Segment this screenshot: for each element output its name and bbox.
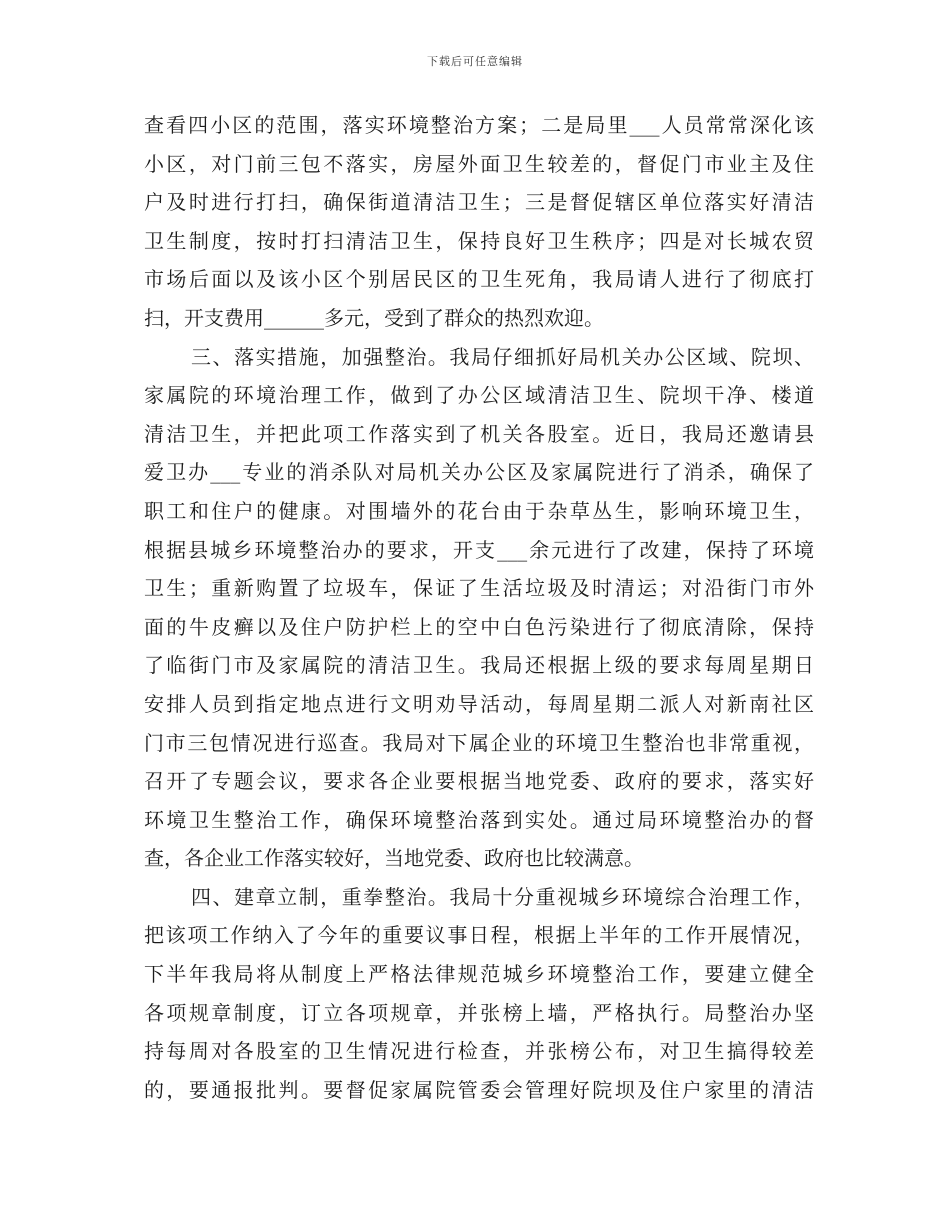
text-line: 卫生制度，按时打扫清洁卫生，保持良好卫生秩序；四是对长城农贸	[144, 228, 814, 253]
text-line: 持每周对各股室的卫生情况进行检查，并张榜公布，对卫生搞得较差	[144, 1039, 814, 1064]
text-line: 爱卫办___专业的消杀队对局机关办公区及家属院进行了消杀，确保了	[144, 460, 814, 485]
text-line: 清洁卫生，并把此项工作落实到了机关各股室。近日，我局还邀请县	[144, 421, 814, 446]
text-line: 环境卫生整治工作，确保环境整治落到实处。通过局环境整治办的督	[144, 807, 814, 832]
page-header: 下载后可任意编辑	[427, 55, 523, 68]
text-line: 职工和住户的健康。对围墙外的花台由于杂草丛生，影响环境卫生，	[144, 498, 814, 523]
text-line: 扫，开支费用______多元，受到了群众的热烈欢迎。	[144, 305, 604, 330]
text-line: 查看四小区的范围，落实环境整治方案；二是局里___人员常常深化该	[144, 113, 814, 137]
text-line: 各项规章制度，订立各项规章，并张榜上墙，严格执行。局整治办坚	[144, 1000, 814, 1025]
text-line: 户及时进行打扫，确保街道清洁卫生；三是督促辖区单位落实好清洁	[144, 190, 814, 215]
text-line: 查，各企业工作落实较好，当地党委、政府也比较满意。	[144, 846, 644, 871]
text-line: 小区，对门前三包不落实，房屋外面卫生较差的，督促门市业主及住	[144, 151, 814, 176]
text-line: 家属院的环境治理工作，做到了办公区域清洁卫生、院坝干净、楼道	[144, 383, 814, 408]
text-line: 把该项工作纳入了今年的重要议事日程，根据上半年的工作开展情况，	[144, 923, 814, 948]
text-line: 根据县城乡环境整治办的要求，开支___余元进行了改建，保持了环境	[144, 537, 814, 562]
text-line: 下半年我局将从制度上严格法律规范城乡环境整治工作，要建立健全	[144, 962, 814, 987]
document-body	[144, 106, 814, 1109]
text-line: 三、落实措施，加强整治。我局仔细抓好局机关办公区域、院坝、	[191, 344, 814, 369]
text-line: 卫生；重新购置了垃圾车，保证了生活垃圾及时清运；对沿街门市外	[144, 576, 814, 601]
text-line: 的，要通报批判。要督促家属院管委会管理好院坝及住户家里的清洁	[144, 1077, 814, 1102]
text-line: 安排人员到指定地点进行文明劝导活动，每周星期二派人对新南社区	[144, 691, 814, 716]
text-line: 了临街门市及家属院的清洁卫生。我局还根据上级的要求每周星期日	[144, 653, 814, 678]
text-line: 四、建章立制，重拳整治。我局十分重视城乡环境综合治理工作，	[191, 884, 814, 909]
text-line: 门市三包情况进行巡查。我局对下属企业的环境卫生整治也非常重视，	[144, 730, 814, 755]
text-line: 市场后面以及该小区个别居民区的卫生死角，我局请人进行了彻底打	[144, 267, 814, 292]
text-line: 召开了专题会议，要求各企业要根据当地党委、政府的要求，落实好	[144, 769, 814, 794]
text-line: 面的牛皮癣以及住户防护栏上的空中白色污染进行了彻底清除，保持	[144, 614, 814, 639]
